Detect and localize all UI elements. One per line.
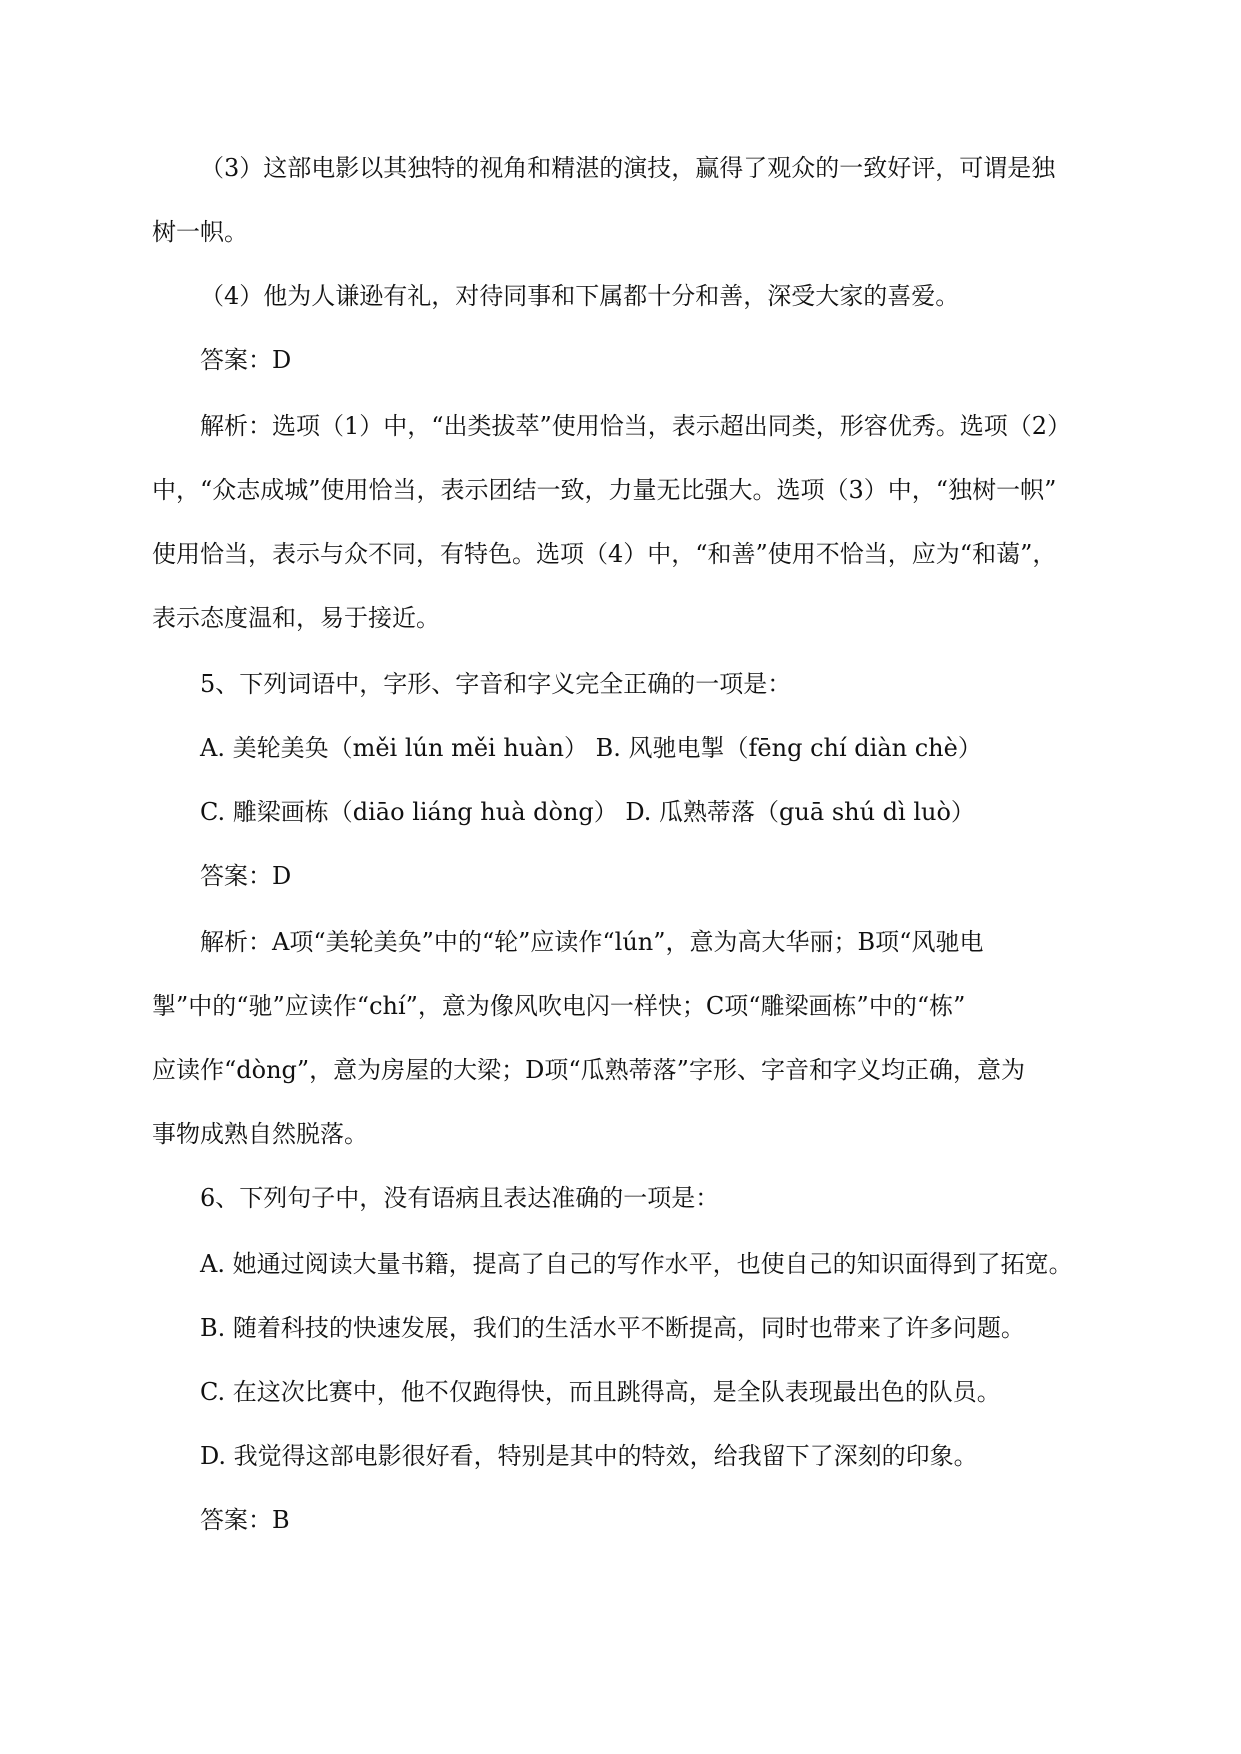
q4-analysis-line-2: 中，“众志成城”使用恰当，表示团结一致，力量无比强大。选项（3）中，“独树一帜” (152, 476, 1057, 504)
q5-options-ab: A. 美轮美奂（měi lún měi huàn） B. 风驰电掣（fēng chí diàn chè） (200, 734, 982, 762)
q5-options-cd: C. 雕梁画栋（diāo liáng huà dòng） D. 瓜熟蒂落（guā shú dì luò） (200, 798, 975, 826)
q5-analysis-line-4: 事物成熟自然脱落。 (152, 1120, 368, 1148)
q6-option-a: A. 她通过阅读大量书籍，提高了自己的写作水平，也使自己的知识面得到了拓宽。 (200, 1250, 1073, 1278)
q5-question: 5、下列词语中，字形、字音和字义完全正确的一项是： (200, 670, 792, 698)
q6-question: 6、下列句子中，没有语病且表达准确的一项是： (200, 1184, 720, 1212)
q4-analysis-line-3: 使用恰当，表示与众不同，有特色。选项（4）中，“和善”使用不恰当，应为“和蔼”， (152, 540, 1057, 568)
q5-analysis-line-3: 应读作“dòng”，意为房屋的大梁；D项“瓜熟蒂落”字形、字音和字义均正确，意为 (152, 1056, 1025, 1084)
q5-analysis-line-1: 解析：A项“美轮美奂”中的“轮”应读作“lún”，意为高大华丽；B项“风驰电 (200, 928, 984, 956)
q4-option-3-line-1: （3）这部电影以其独特的视角和精湛的演技，赢得了观众的一致好评，可谓是独 (200, 154, 1056, 182)
q6-answer: 答案：B (200, 1506, 290, 1534)
q5-answer: 答案：D (200, 862, 292, 890)
q4-analysis-line-1: 解析：选项（1）中，“出类拔萃”使用恰当，表示超出同类，形容优秀。选项（2） (200, 412, 1072, 440)
q4-answer: 答案：D (200, 346, 292, 374)
q6-option-d: D. 我觉得这部电影很好看，特别是其中的特效，给我留下了深刻的印象。 (200, 1442, 978, 1470)
q4-option-4: （4）他为人谦逊有礼，对待同事和下属都十分和善，深受大家的喜爱。 (200, 282, 960, 310)
q6-option-c: C. 在这次比赛中，他不仅跑得快，而且跳得高，是全队表现最出色的队员。 (200, 1378, 1001, 1406)
q5-analysis-line-2: 掣”中的“驰”应读作“chí”，意为像风吹电闪一样快；C项“雕梁画栋”中的“栋” (152, 992, 966, 1020)
q4-analysis-line-4: 表示态度温和，易于接近。 (152, 604, 440, 632)
q6-option-b: B. 随着科技的快速发展，我们的生活水平不断提高，同时也带来了许多问题。 (200, 1314, 1025, 1342)
q4-option-3-line-2: 树一帜。 (152, 218, 248, 246)
